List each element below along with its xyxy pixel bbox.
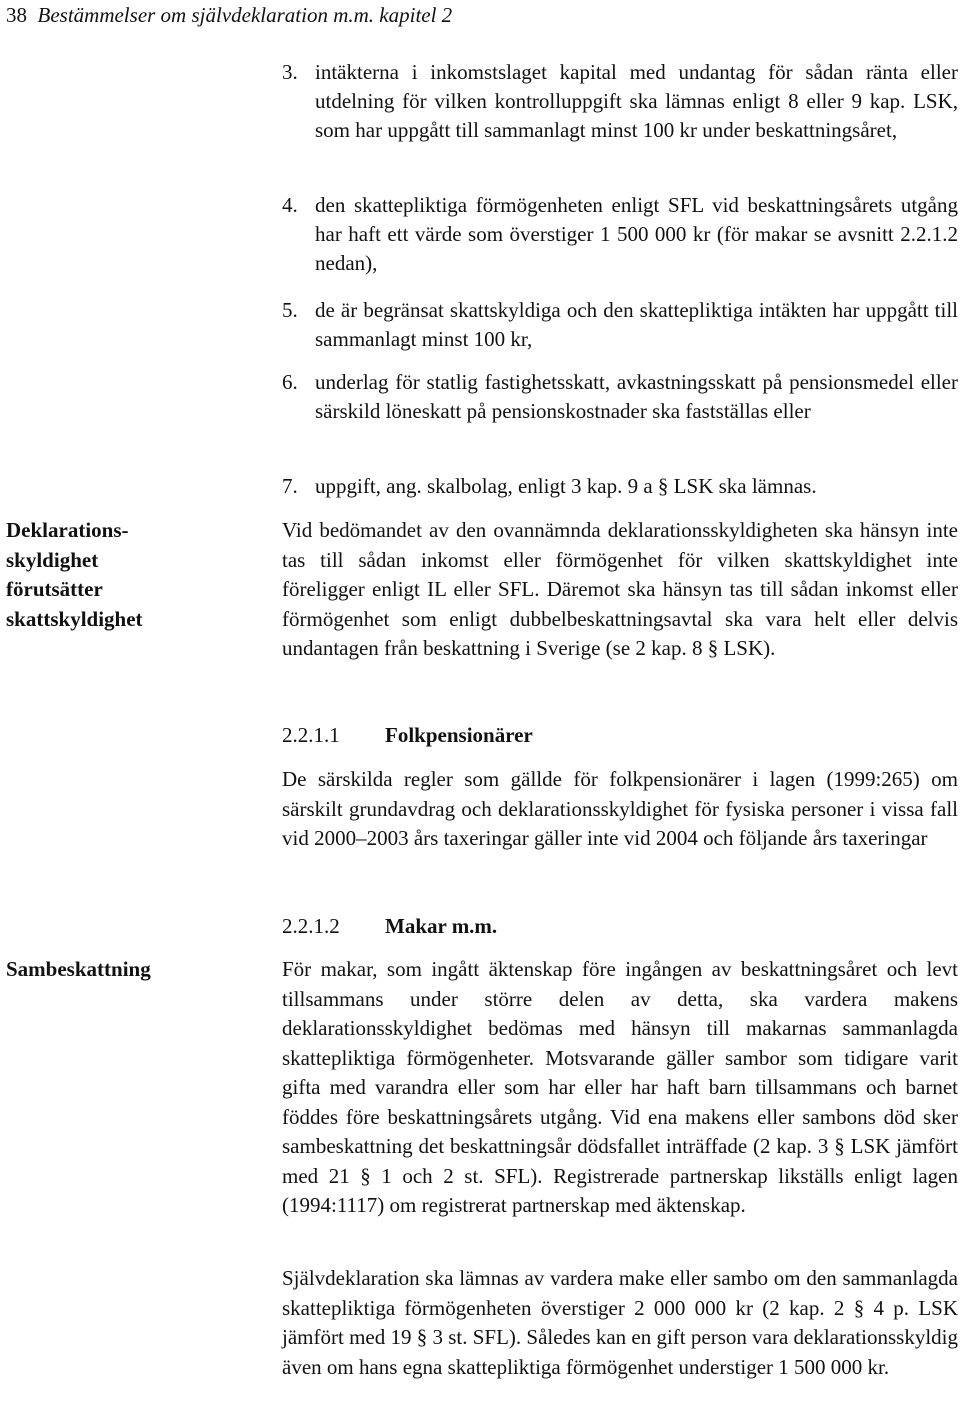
section-number: 2.2.1.1 (282, 723, 340, 747)
page-header (6, 2, 452, 28)
list-item (282, 472, 958, 501)
paragraph-makar-2: Självdeklaration ska lämnas av vardera make eller sambo om den sammanlagda skattepliktiga förmögenheten överstiger 2 000 000 kr (2 kap. 2 § 4 p. LSK jämfört med 19 § 3 st. SFL). Således kan en gift person vara deklarationsskyldig även om hans egna skattepliktiga förmögenhet understiger 1 500 000 kr. (282, 1266, 958, 1379)
paragraph-makar-1: För makar, som ingått äktenskap före ingången av beskattningsåret och levt tillsammans under större delen av detta, ska vardera makens deklarationsskyldighet bedömas med hänsyn till makarnas sammanlagda skattepliktiga förmögenheter. Motsvarande gäller sambor som tidigare varit gifta med varandra eller som har eller har haft barn tillsammans och barnet föddes före beskattningsårets utgång. Vid ena makens eller sambons död sker sambeskattning det beskattningsår dödsfallet inträffade (2 kap. 3 § LSK jämfört med 21 § 1 och 2 st. SFL). Registrerade partnerskap likställs enligt lagen (1994:1117) om registrerat partnerskap med äktenskap. (282, 957, 958, 1217)
list-text: de är begränsat skattskyldiga och den skattepliktiga intäkten har uppgått till sammanlagt minst 100 kr, (315, 298, 958, 351)
list-text: underlag för statlig fastighetsskatt, avkastningsskatt på pensionsmedel eller särskild löneskatt på pensionskostnader ska fastställas eller (315, 370, 958, 423)
section-title: Makar m.m. (385, 914, 498, 938)
paragraph-deklarationsskyldighet: Vid bedömandet av den ovannämnda deklarationsskyldigheten ska hänsyn inte tas till sådan inkomst eller förmögenhet för vilken skattskyldighet inte föreligger enligt IL eller SFL. Däremot ska hänsyn tas till sådan inkomst eller förmögenhet som enligt dubbelbeskattningsavtal ska vara helt eller delvis undantagen från beskattning i Sverige (se 2 kap. 8 § LSK). (282, 518, 958, 660)
list-item (282, 58, 958, 145)
list-item (282, 296, 958, 354)
list-number: 6. (282, 370, 298, 394)
list-number: 7. (282, 474, 298, 498)
list-text: intäkterna i inkomstslaget kapital med undantag för sådan ränta eller utdelning för vilken kontrolluppgift ska lämnas enligt 8 eller 9 kap. LSK, som har uppgått till sammanlagt minst 100 kr under beskattningsåret, (315, 60, 958, 142)
running-title: Bestämmelser om självdeklaration m.m. kapitel 2 (37, 3, 453, 27)
paragraph-folkpensionarer: De särskilda regler som gällde för folkpensionärer i lagen (1999:265) om särskilt grundavdrag och deklarationsskyldighet för fysiska personer i vissa fall vid 2000–2003 års taxeringar gäller inte vid 2004 och följande års taxeringar (282, 767, 958, 850)
margin-note-sambeskattning: Sambeskattning (6, 957, 151, 981)
list-number: 4. (282, 193, 298, 217)
section-title: Folkpensionärer (385, 723, 533, 747)
margin-note-deklarationsskyldighet: Deklarations- skyldighet förutsätter skattskyldighet (6, 518, 143, 631)
section-heading-folkpensionarer (282, 721, 533, 749)
list-number: 3. (282, 60, 298, 84)
list-item (282, 368, 958, 426)
list-number: 5. (282, 298, 298, 322)
list-item (282, 191, 958, 278)
list-text: den skattepliktiga förmögenheten enligt SFL vid beskattningsårets utgång har haft ett värde som överstiger 1 500 000 kr (för makar se avsnitt 2.2.1.2 nedan), (315, 193, 958, 275)
section-number: 2.2.1.2 (282, 914, 340, 938)
page-number: 38 (6, 3, 27, 27)
section-heading-makar (282, 912, 497, 940)
list-text: uppgift, ang. skalbolag, enligt 3 kap. 9 a § LSK ska lämnas. (315, 474, 817, 498)
